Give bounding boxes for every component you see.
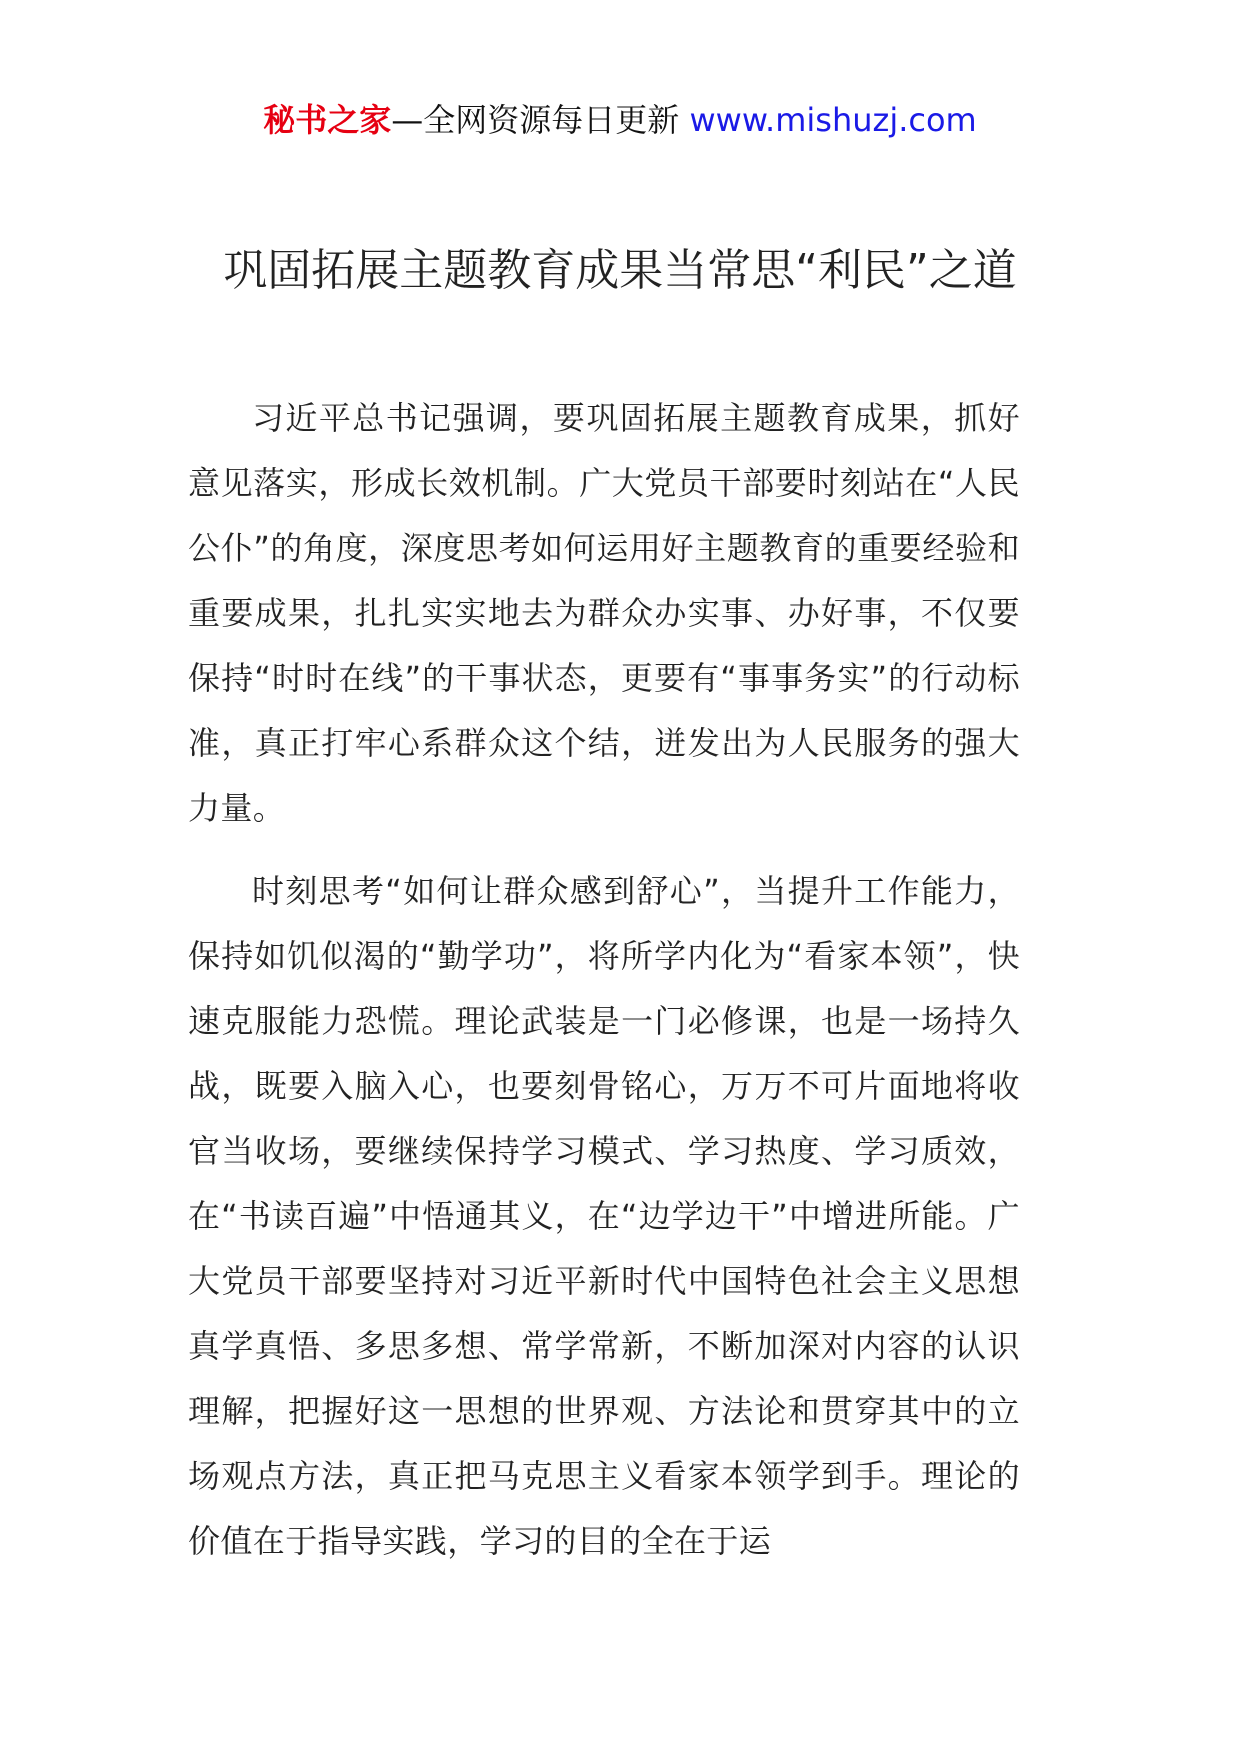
article-title: 巩固拓展主题教育成果当常思“利民”之道 <box>223 245 1017 296</box>
site-header <box>0 98 1240 142</box>
article-body <box>188 386 1020 1592</box>
article-paragraph-2: 时刻思考“如何让群众感到舒心”，当提升工作能力，保持如饥似渴的“勤学功”，将所学内化为“看家本领”，快速克服能力恐慌。理论武装是一门必修课，也是一场持久战，既要入脑入心，也要刻骨铭心，万万不可片面地将收官当收场，要继续保持学习模式、学习热度、学习质效，在“书读百遍”中悟通其义，在“边学边干”中增进所能。广大党员干部要坚持对习近平新时代中国特色社会主义思想真学真悟、多思多想、常学常新，不断加深对内容的认识理解，把握好这一思想的世界观、方法论和贯穿其中的立场观点方法，真正把马克思主义看家本领学到手。理论的价值在于指导实践，学习的目的全在于运 <box>188 872 1020 1560</box>
site-url-link[interactable]: www.mishuzj.com <box>689 101 977 139</box>
site-tagline: —全网资源每日更新 <box>391 101 680 139</box>
site-brand: 秘书之家 <box>263 101 392 139</box>
article-paragraph-1: 习近平总书记强调，要巩固拓展主题教育成果，抓好意见落实，形成长效机制。广大党员干部要时刻站在“人民公仆”的角度，深度思考如何运用好主题教育的重要经验和重要成果，扎扎实实地去为群众办实事、办好事，不仅要保持“时时在线”的干事状态，更要有“事事务实”的行动标准，真正打牢心系群众这个结，迸发出为人民服务的强大力量。 <box>188 399 1020 827</box>
